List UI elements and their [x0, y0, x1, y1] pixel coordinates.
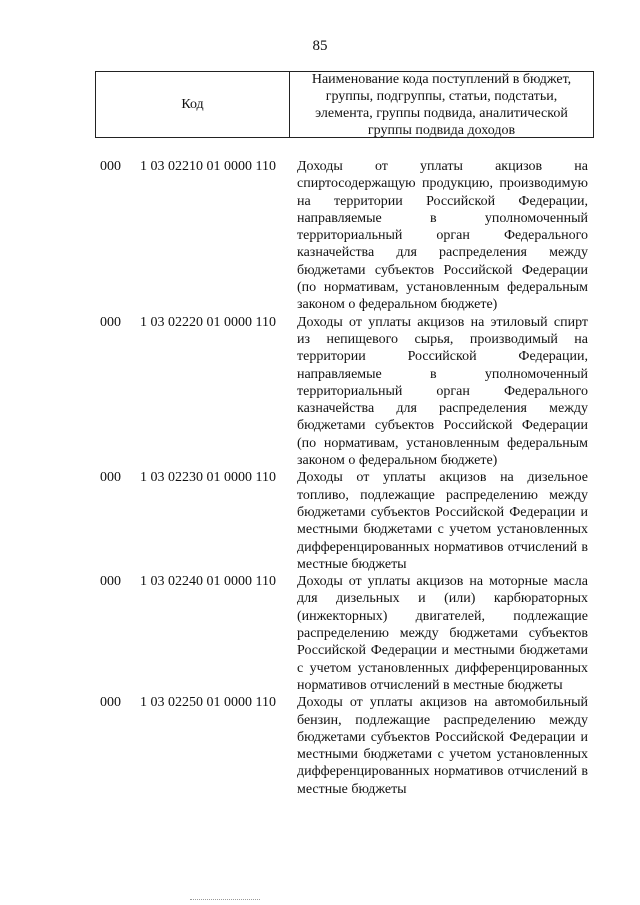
row-budget-code: 1 03 02240 01 0000 110: [140, 574, 276, 590]
row-budget-code: 1 03 02230 01 0000 110: [140, 470, 276, 486]
row-budget-code: 1 03 02250 01 0000 110: [140, 695, 276, 711]
row-description: Доходы от уплаты акцизов на этиловый спирт из непищевого сырья, производимый на территории Российской Федерации, направляемые в уполномоченный территориальный орган Федерального казначейства для распределения между бюджетами субъектов Российской Федерации (по нормативам, установленным федеральным законом о федеральном бюджете): [297, 314, 588, 469]
row-description: Доходы от уплаты акцизов на дизельное топливо, подлежащие распределению между бюджетами субъектов Российской Федерации и местными бюджетами с учетом установленных дифференцированных нормативов отчислений в местные бюджеты: [297, 470, 588, 572]
row-description: Доходы от уплаты акцизов на моторные масла для дизельных и (или) карбюраторных (инжекторных) двигателей, подлежащие распределению между бюджетами субъектов Российской Федерации и местными бюджетами с учетом установленных дифференцированных нормативов отчислений в местные бюджеты: [297, 574, 588, 693]
table-header: [95, 71, 594, 138]
row-description: Доходы от уплаты акцизов на спиртосодержащую продукцию, производимую на территории Российской Федерации, направляемые в уполномоченный территориальный орган Федерального казначейства для распределения между бюджетами субъектов Российской Федерации (по нормативам, установленным федеральным законом о федеральном бюджете): [297, 159, 588, 313]
row-description: Доходы от уплаты акцизов на автомобильный бензин, подлежащие распределению между бюджетами субъектов Российской Федерации и местными бюджетами с учетом установленных дифференцированных нормативов отчислений в местные бюджеты: [297, 695, 588, 797]
page-number: 85: [312, 38, 328, 54]
table-row: [0, 314, 640, 470]
row-budget-code: 1 03 02220 01 0000 110: [140, 314, 276, 330]
table-row: [0, 469, 640, 573]
row-admin-code: 000: [100, 574, 121, 590]
row-admin-code: 000: [100, 314, 121, 330]
header-name-cell: Наименование кода поступлений в бюджет, группы, подгруппы, статьи, подстатьи, элемента, группы подвида, аналитической группы подвида доходов: [311, 71, 572, 138]
scan-artifact-mark: [190, 899, 260, 903]
row-admin-code: 000: [100, 695, 121, 711]
row-budget-code: 1 03 02210 01 0000 110: [140, 159, 276, 174]
table-row: [0, 158, 640, 314]
table-row: [0, 573, 640, 694]
table-body: [0, 158, 640, 798]
row-admin-code: 000: [100, 470, 121, 486]
header-code-cell: Код: [96, 72, 290, 137]
row-admin-code: 000: [100, 159, 121, 174]
table-row: [0, 694, 640, 798]
